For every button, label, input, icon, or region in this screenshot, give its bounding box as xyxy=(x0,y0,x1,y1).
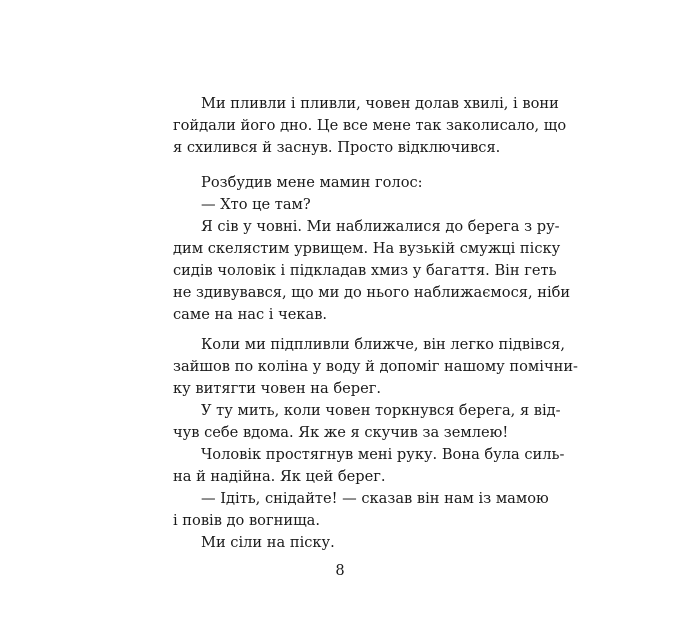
text-line: Коли ми підпливли ближче, він легко підвівся, xyxy=(201,336,566,353)
text-line: сидів чоловік і підкладав хмиз у багаття. Він геть xyxy=(173,262,557,279)
text-line: чув себе вдома. Як же я скучив за землею! xyxy=(173,424,509,441)
text-line: Розбудив мене мамин голос: xyxy=(201,174,423,191)
text-line: саме на нас і чекав. xyxy=(173,306,328,323)
page-number: 8 xyxy=(335,562,345,579)
text-line: — Хто це там? xyxy=(201,196,311,213)
text-line: на й надійна. Як цей берег. xyxy=(173,468,386,485)
text-line: У ту мить, коли човен торкнувся берега, я від- xyxy=(201,402,561,419)
text-line: Чоловік простягнув мені руку. Вона була силь- xyxy=(201,446,565,463)
text-line: Ми сіли на піску. xyxy=(201,534,335,551)
text-line: дим скелястим урвищем. На вузькій смужці піску xyxy=(173,240,561,257)
text-line: не здивувався, що ми до нього наближаємося, ніби xyxy=(173,284,571,301)
text-line: гойдали його дно. Це все мене так заколисало, що xyxy=(173,117,567,134)
text-line: я схилився й заснув. Просто відключився. xyxy=(173,139,501,156)
text-line: і повів до вогнища. xyxy=(173,512,320,529)
text-line: — Ідіть, снідайте! — сказав він нам із мамою xyxy=(201,490,549,507)
text-line: Ми пливли і пливли, човен долав хвилі, і вони xyxy=(201,95,559,112)
text-line: Я сів у човні. Ми наближалися до берега з ру- xyxy=(201,218,560,235)
text-line: зайшов по коліна у воду й допоміг нашому помічни- xyxy=(173,358,578,375)
text-line: ку витягти човен на берег. xyxy=(173,380,382,397)
